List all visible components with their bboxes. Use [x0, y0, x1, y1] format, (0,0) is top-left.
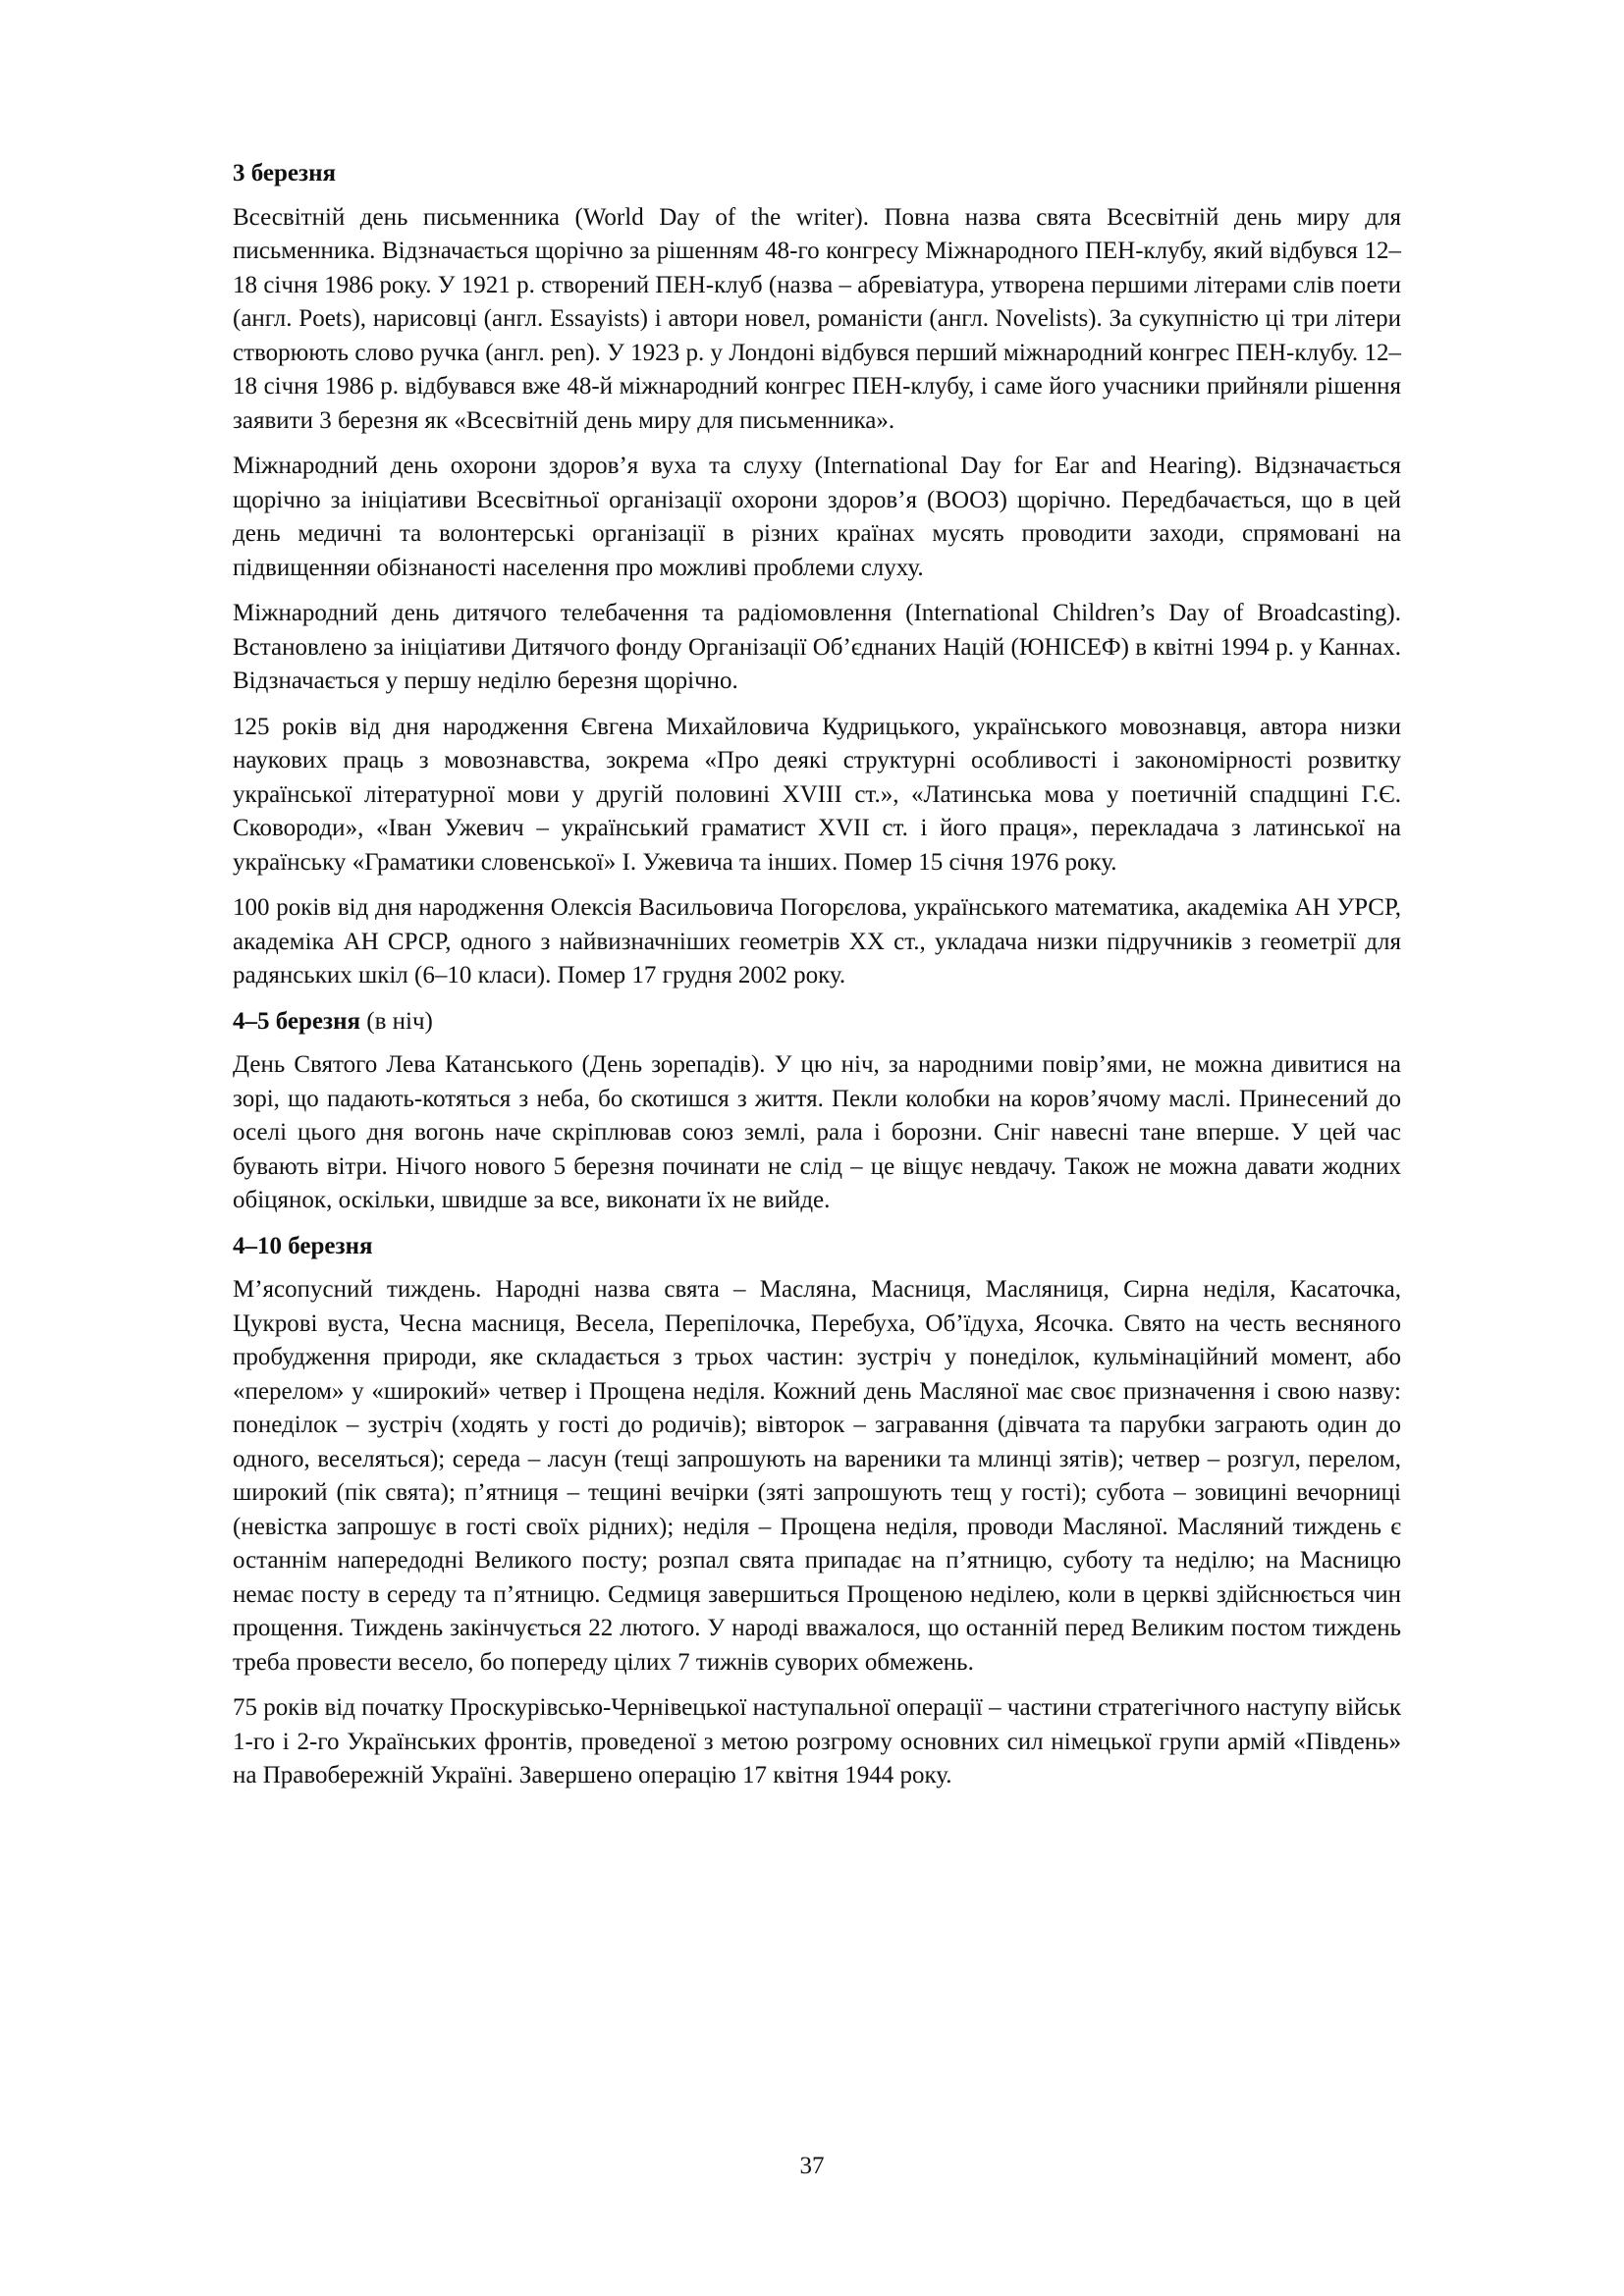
paragraph: Всесвітній день письменника (World Day of the writer). Повна назва свята Всесвітній день миру для письменника. Відзначається щорічно за рішенням 48-го конгресу Міжнародного ПЕН-клубу, який відбувся 12–18 січня 1986 року. У 1921 р. створений ПЕН-клуб (назва – абревіатура, утворена першими літерами слів поети (англ. Poets), нарисовці (англ. Essayists) і автори новел, романісти (англ. Novelists). За сукупністю ці три літери створюють слово ручка (англ. pen). У 1923 р. у Лондоні відбувся перший міжнародний конгрес ПЕН-клубу. 12–18 січня 1986 р. відбувався вже 48-й міжнародний конгрес ПЕН-клубу, і саме його учасники прийняли рішення заявити 3 березня як «Всесвітній день миру для письменника».	[233, 203, 1401, 434]
section-heading	[233, 1230, 1401, 1264]
section-march-4-10	[233, 1230, 1401, 1793]
section-heading	[233, 1005, 1401, 1040]
section-date: 4–5 березня	[233, 1007, 360, 1035]
section-march-3	[233, 157, 1401, 993]
paragraph: Міжнародний день охорони здоров’я вуха та слуху (International Day for Ear and Hearing). Відзначається щорічно за ініціативи Всесвітньої організації охорони здоров’я (ВООЗ) щорічно. Передбачається, що в цей день медичні та волонтерські організації в різних країнах мусять проводити заходи, спрямовані на підвищенняи обізнаності населення про можливі проблеми слуху.	[233, 453, 1401, 581]
section-heading	[233, 157, 1401, 191]
paragraph: 125 років від дня народження Євгена Михайловича Кудрицького, українського мовознавця, автора низки наукових праць з мовознавства, зокрема «Про деякі структурні особливості і закономірності розвитку української літературної мови у другій половині XVIII ст.», «Латинська мова у поетичній спадщині Г.Є. Сковороди», «Іван Ужевич – український граматист XVII ст. і його праця», перекладача з латинської на українську «Граматики словенської» І. Ужевича та інших. Помер 15 січня 1976 року.	[233, 713, 1401, 876]
paragraph: 100 років від дня народження Олексія Васильовича Погорєлова, українського математика, академіка АН УРСР, академіка АН СРСР, одного з найвизначніших геометрів XX ст., укладача низки підручників з геометрії для радянських шкіл (6–10 класи). Помер 17 грудня 2002 року.	[233, 894, 1401, 988]
section-date-note: (в ніч)	[360, 1007, 433, 1035]
paragraph: Міжнародний день дитячого телебачення та радіомовлення (International Children’s Day of Broadcasting). Встановлено за ініціативи Дитячого фонду Організації Об’єднаних Націй (ЮНІСЕФ) в квітні 1994 р. у Каннах. Відзначається у першу неділю березня щорічно.	[233, 600, 1401, 694]
section-date: 4–10 березня	[233, 1232, 373, 1259]
page-content	[233, 157, 1401, 1805]
paragraph: М’ясопусний тиждень. Народні назва свята – Масляна, Масниця, Масляниця, Сирна неділя, Касаточка, Цукрові вуста, Чесна масниця, Весела, Перепілочка, Перебуха, Об’їдуха, Ясочка. Свято на честь весняного пробудження природи, яке складається з трьох частин: зустріч у понеділок, кульмінаційний момент, або «перелом» у «широкий» четвер і Прощена неділя. Кожний день Масляної має своє призначення і свою назву: понеділок – зустріч (ходять у гості до родичів); вівторок – загравання (дівчата та парубки заграють один до одного, веселяться); середа – ласун (тещі запрошують на вареники та млинці зятів); четвер – розгул, перелом, широкий (пік свята); п’ятниця – тещині вечірки (зяті запрошують тещ у гості); субота – зовицині вечорниці (невістка запрошує в гості своїх рідних); неділя – Прощена неділя, проводи Масляної. Масляний тиждень є останнім напередодні Великого посту; розпал свята припадає на п’ятницю, суботу та неділю; на Масницю немає посту в середу та п’ятницю. Седмиця завершиться Прощеною неділею, коли в церкві здійснюється чин прощення. Тиждень закінчується 22 лютого. У народі вважалося, що останній перед Великим постом тиждень треба провести весело, бо попереду цілих 7 тижнів суворих обмежень.	[233, 1276, 1401, 1676]
page-number: 37	[799, 2153, 825, 2179]
section-date: 3 березня	[233, 160, 336, 187]
paragraph: День Святого Лева Катанського (День зорепадів). У цю ніч, за народними повір’ями, не можна дивитися на зорі, що падають-котяться з неба, бо скотишся з життя. Пекли колобки на коров’ячому маслі. Принесений до оселі цього дня вогонь наче скріплював союз землі, рала і борозни. Сніг навесні тане вперше. У цей час бувають вітри. Нічого нового 5 березня починати не слід – це віщує невдачу. Також не можна давати жодних обіцянок, оскільки, швидше за все, виконати їх не вийде.	[233, 1051, 1401, 1213]
paragraph: 75 років від початку Проскурівсько-Чернівецької наступальної операції – частини стратегічного наступу військ 1-го і 2-го Українських фронтів, проведеної з метою розгрому основних сил німецької групи армій «Південь» на Правобережній Україні. Завершено операцію 17 квітня 1944 року.	[233, 1694, 1401, 1789]
section-march-4-5	[233, 1005, 1401, 1218]
